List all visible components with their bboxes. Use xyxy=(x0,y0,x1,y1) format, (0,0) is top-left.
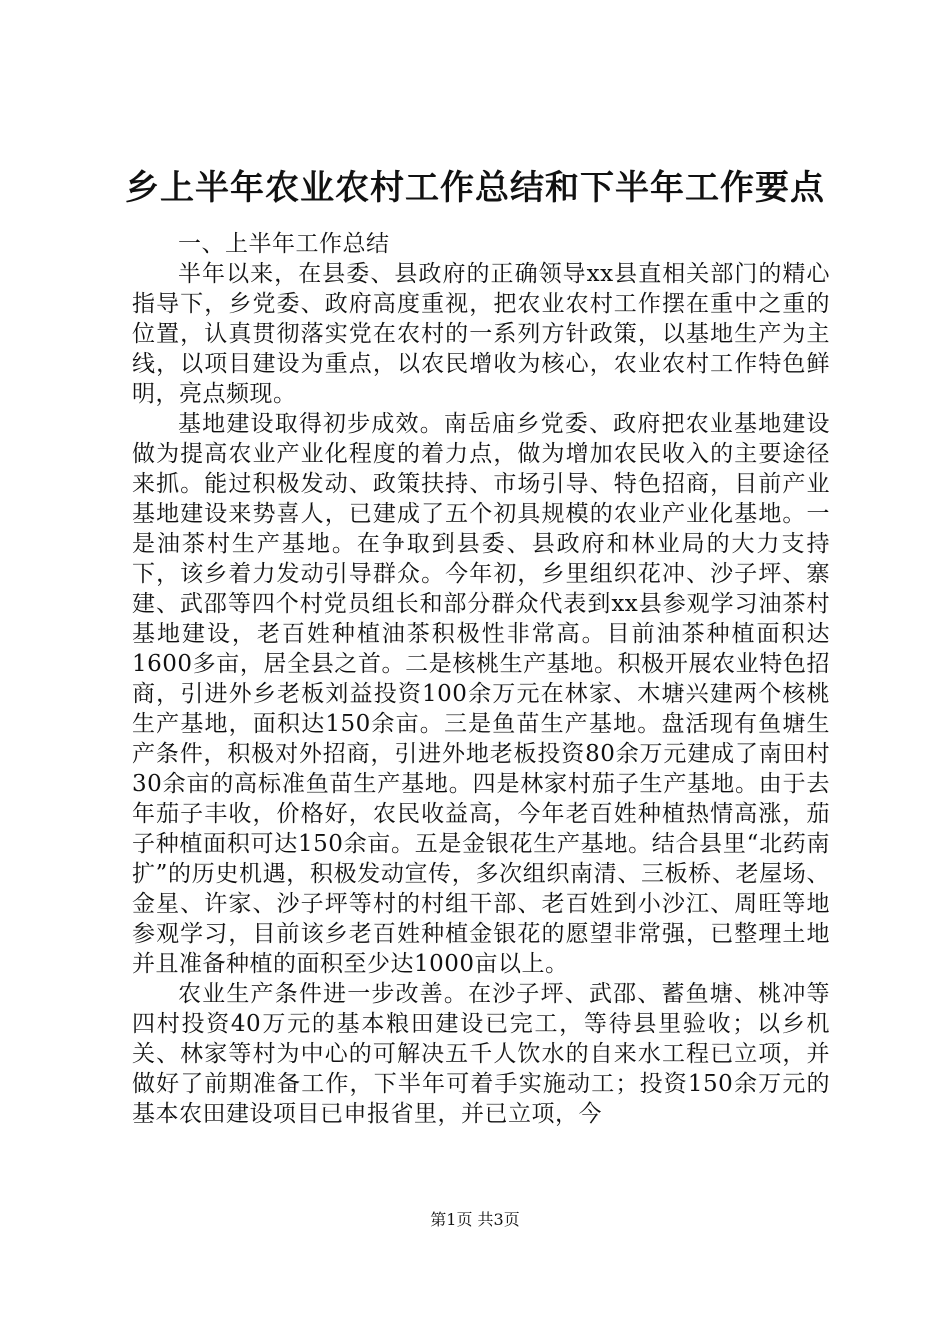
document-body xyxy=(132,229,830,1129)
document-title: 乡上半年农业农村工作总结和下半年工作要点 xyxy=(125,168,825,208)
paragraph-base-construction: 基地建设取得初步成效。南岳庙乡党委、政府把农业基地建设做为提高农业产业化程度的着力点，做为增加农民收入的主要途径来抓。能过积极发动、政策扶持、市场引导、特色招商，目前产业基地建设来势喜人，已建成了五个初具规模的农业产业化基地。一是油茶村生产基地。在争取到县委、县政府和林业局的大力支持下，该乡着力发动引导群众。今年初，乡里组织花冲、沙子坪、寨建、武邵等四个村党员组长和部分群众代表到xx县参观学习油茶村基地建设，老百姓种植油茶积极性非常高。目前油茶种植面积达1600多亩，居全县之首。二是核桃生产基地。积极开展农业特色招商，引进外乡老板刘益投资100余万元在林家、木塘兴建两个核桃生产基地，面积达150余亩。三是鱼苗生产基地。盘活现有鱼塘生产条件，积极对外招商，引进外地老板投资80余万元建成了南田村30余亩的高标准鱼苗生产基地。四是林家村茄子生产基地。由于去年茄子丰收，价格好，农民收益高，今年老百姓种植热情高涨，茄子种植面积可达150余亩。五是金银花生产基地。结合县里“北药南扩”的历史机遇，积极发动宣传，多次组织南清、三板桥、老屋场、金星、许家、沙子坪等村的村组干部、老百姓到小沙江、周旺等地参观学习，目前该乡老百姓种植金银花的愿望非常强，已整理土地并且准备种植的面积至少达1000亩以上。 xyxy=(132,411,830,977)
paragraph-intro: 半年以来，在县委、县政府的正确领导xx县直相关部门的精心指导下，乡党委、政府高度重视，把农业农村工作摆在重中之重的位置，认真贯彻落实党在农村的一系列方针政策，以基地生产为主线，以项目建设为重点，以农民增收为核心，农业农村工作特色鲜明，亮点频现。 xyxy=(132,261,830,407)
section-heading: 一、上半年工作总结 xyxy=(178,231,390,257)
page-footer: 第1页 共3页 xyxy=(430,1210,520,1229)
paragraph-production-conditions: 农业生产条件进一步改善。在沙子坪、武邵、蓄鱼塘、桃冲等四村投资40万元的基本粮田建设已完工，等待县里验收；以乡机关、林家等村为中心的可解决五千人饮水的自来水工程已立项，并做好了前期准备工作，下半年可着手实施动工；投资150余万元的基本农田建设项目已申报省里，并已立项，今 xyxy=(132,981,830,1127)
